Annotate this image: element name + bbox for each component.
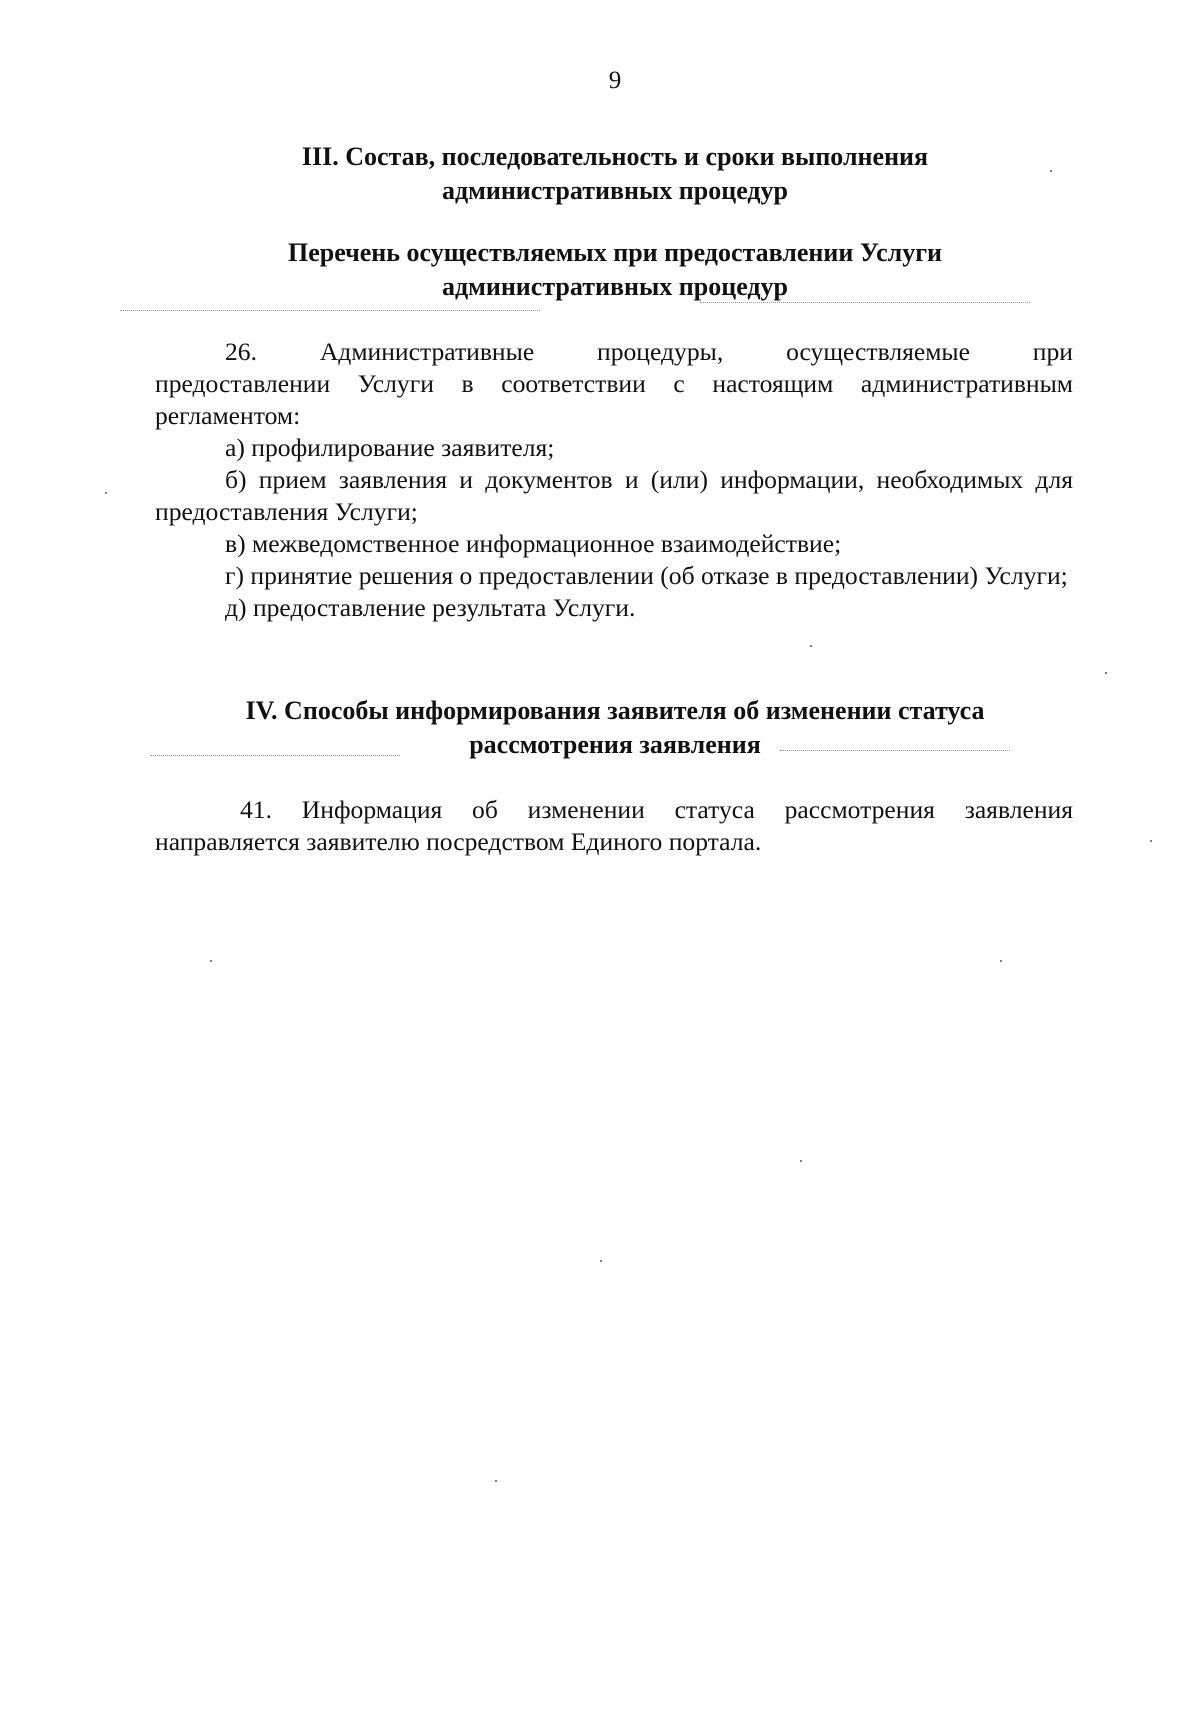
scan-speck	[1050, 170, 1052, 172]
section-3-subtitle-line-2: административных процедур	[441, 272, 789, 301]
clause-26-intro-rest: предоставлении Услуги в соответствии с настоящим административным регламентом:	[155, 369, 1073, 430]
clause-41-line-2: направляется заявителю посредством Единого портала.	[155, 827, 762, 856]
scan-speck	[800, 1160, 802, 1162]
section-3-subtitle	[0, 236, 1200, 304]
section-3-title-line-1: III. Состав, последовательность и сроки выполнения	[301, 142, 929, 171]
scan-noise-line	[780, 750, 1010, 751]
scan-speck	[1150, 840, 1152, 842]
clause-26-item-a: а) профилирование заявителя;	[225, 433, 555, 462]
clause-26-intro-line-1: 26. Административные процедуры, осуществляемые при	[225, 337, 1073, 366]
scan-speck	[1000, 960, 1002, 962]
clause-26	[155, 336, 1073, 624]
section-4-title	[0, 694, 1200, 762]
scan-noise-line	[150, 755, 400, 756]
scan-speck	[1105, 672, 1107, 674]
scan-speck	[600, 1260, 602, 1262]
section-3-title	[0, 140, 1200, 208]
section-4-title-line-2: рассмотрения заявления	[469, 730, 761, 759]
scan-speck	[810, 645, 812, 647]
scan-noise-line	[700, 302, 1030, 303]
section-3-title-line-2: административных процедур	[441, 176, 789, 205]
clause-41	[155, 794, 1073, 858]
page-number: 9	[608, 67, 622, 94]
scan-speck	[105, 492, 107, 494]
scan-speck	[495, 1480, 497, 1482]
clause-26-item-v: в) межведомственное информационное взаимодействие;	[225, 529, 842, 558]
clause-26-item-d: д) предоставление результата Услуги.	[225, 593, 636, 622]
clause-26-item-b: б) прием заявления и документов и (или) информации, необходимых для предоставления Услуги;	[155, 465, 1073, 526]
section-4-title-line-1: IV. Способы информирования заявителя об изменении статуса	[245, 696, 985, 725]
clause-41-line-1: 41. Информация об изменении статуса рассмотрения заявления	[240, 795, 1073, 824]
scan-speck	[210, 960, 212, 962]
section-3-subtitle-line-1: Перечень осуществляемых при предоставлении Услуги	[287, 238, 943, 267]
scan-noise-line	[120, 310, 540, 311]
clause-26-item-g: г) принятие решения о предоставлении (об отказе в предоставлении) Услуги;	[225, 561, 1068, 590]
